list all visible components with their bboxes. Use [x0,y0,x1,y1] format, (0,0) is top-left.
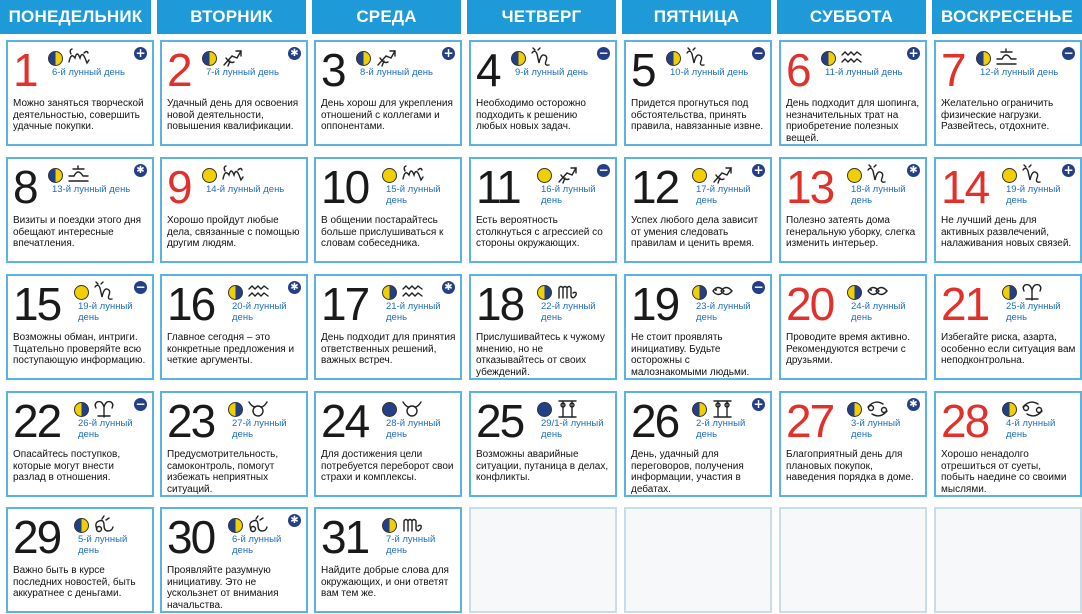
lunar-day-label: 23-й лунный день [696,301,751,323]
moon-phase-icon [228,518,243,533]
plus-mark-icon: + [135,46,146,60]
day-cell [934,274,1082,380]
day-description: Не лучший день для активных развлечений, налаживания новых связей. [941,215,1072,250]
asterisk-mark-icon: ✱ [288,281,301,294]
day-cell [6,40,154,146]
moon-phase-icon [692,168,707,183]
asterisk-mark-icon: ✱ [907,398,920,411]
empty-day-cell [624,507,772,613]
day-description: Хорошо пройдут любые дела, связанные с помощью другим людям. [167,215,300,250]
day-description: Не стоит проявлять инициативу. Будьте осторожны с малознакомыми людьми. [631,332,750,378]
lunar-day-label: 21-й лунный день [386,301,441,323]
moon-phase-icon [1002,168,1017,183]
lunar-day-label: 14-й лунный день [206,184,285,195]
day-cell [6,507,154,613]
day-description: Избегайте риска, азарта, особенно если ситуация вам неподконтрольна. [941,332,1076,367]
day-number: 24 [321,395,369,447]
day-number: 13 [786,161,834,213]
day-cell [934,40,1082,146]
day-number: 29 [13,511,61,563]
moon-phase-icon [666,51,681,66]
day-number: 6 [786,44,810,96]
day-description: Найдите добрые слова для окружающих, и они ответят вам тем же. [321,565,449,600]
plus-mark-icon: + [753,163,764,177]
day-number: 11 [476,161,520,213]
day-number: 30 [167,511,215,563]
day-number: 7 [941,44,965,96]
lunar-day-label: 17-й лунный день [696,184,751,206]
day-description: Проявляйте разумную инициативу. Это не ускользнет от внимания начальства. [167,565,279,611]
day-cell [160,40,308,146]
moon-phase-icon [74,402,89,417]
lunar-day-label: 6-й лунный день [232,534,282,556]
day-number: 9 [167,161,191,213]
day-cell [934,391,1082,497]
minus-mark-icon: − [598,163,609,177]
plus-mark-icon: + [443,46,454,60]
day-cell [469,157,617,263]
day-description: Главное сегодня – это конкретные предложения и четкие аргументы. [167,332,295,367]
moon-phase-icon [74,518,89,533]
lunar-day-label: 19-й лунный день [78,301,133,323]
moon-phase-icon [692,285,707,300]
lunar-day-label: 16-й лунный день [541,184,596,206]
day-cell [6,157,154,263]
day-number: 20 [786,278,834,330]
lunar-day-label: 20-й лунный день [232,301,287,323]
lunar-day-label: 13-й лунный день [52,184,131,195]
day-cell [624,391,772,497]
day-cell [469,274,617,380]
day-description: Важно быть в курсе последних новостей, быть аккуратнее с деньгами. [13,565,136,600]
minus-mark-icon: − [753,46,764,60]
moon-phase-icon [382,518,397,533]
minus-mark-icon: − [135,397,146,411]
day-cell [934,157,1082,263]
day-number: 15 [13,278,61,330]
day-description: Есть вероятность столкнуться с агрессией со стороны окружающих. [476,215,603,250]
day-number: 21 [941,278,989,330]
day-description: День подходит для шопинга, незначительных трат на приобретение полезных вещей. [786,98,920,144]
moon-phase-icon [847,285,862,300]
day-number: 26 [631,395,679,447]
day-description: Успех любого дела зависит от умения следовать правилам и ценить время. [631,215,759,250]
lunar-day-label: 26-й лунный день [78,418,133,440]
lunar-day-label: 10-й лунный день [670,67,749,78]
lunar-day-label: 25-й лунный день [1006,301,1061,323]
moon-phase-icon [228,402,243,417]
moon-phase-icon [537,168,552,183]
weekday-header: ПОНЕДЕЛЬНИК [0,0,151,34]
lunar-day-label: 9-й лунный день [515,67,588,78]
day-cell [160,391,308,497]
day-cell [779,391,927,497]
moon-phase-icon [382,168,397,183]
weekday-header: ПЯТНИЦА [622,0,771,34]
moon-phase-icon [511,51,526,66]
day-number: 14 [941,161,989,213]
day-cell [314,507,462,613]
day-cell [469,40,617,146]
day-number: 17 [321,278,369,330]
lunar-day-label: 5-й лунный день [78,534,128,556]
day-description: Для достижения цели потребуется переборот свои страхи и комплексы. [321,449,454,484]
day-description: Полезно затеять дома генеральную уборку, слегка изменить интерьер. [786,215,916,250]
day-cell [160,274,308,380]
day-cell [779,274,927,380]
day-description: Можно заняться творческой деятельностью, совершить удачные покупки. [13,98,144,133]
lunar-day-label: 29/1-й лунный день [541,418,604,440]
lunar-day-label: 7-й лунный день [206,67,279,78]
asterisk-mark-icon: ✱ [288,514,301,527]
day-number: 8 [13,161,37,213]
asterisk-mark-icon: ✱ [442,281,455,294]
moon-phase-icon [847,402,862,417]
day-description: Хорошо ненадолго отрешиться от суеты, побыть наедине со своими мыслями. [941,449,1067,495]
day-number: 18 [476,278,524,330]
day-description: Предусмотрительность, самоконтроль, помогут избежать неприятных ситуаций. [167,449,279,495]
day-cell [160,157,308,263]
lunar-day-label: 4-й лунный день [1006,418,1056,440]
empty-day-cell [934,507,1082,613]
lunar-day-label: 18-й лунный день [851,184,906,206]
weekday-header: СРЕДА [312,0,461,34]
minus-mark-icon: − [135,280,146,294]
lunar-day-label: 11-й лунный день [825,67,903,78]
day-description: Проводите время активно. Рекомендуются встречи с друзьями. [786,332,910,367]
moon-phase-icon [48,51,63,66]
day-number: 16 [167,278,215,330]
day-description: Желательно ограничить физические нагрузки. Развейтесь, отдохните. [941,98,1054,133]
day-description: Необходимо осторожно подходить к решению любых новых задач. [476,98,586,133]
day-number: 12 [631,161,679,213]
day-number: 27 [786,395,834,447]
day-number: 1 [13,44,37,96]
day-cell [6,274,154,380]
weekday-header: СУББОТА [777,0,926,34]
day-cell [624,40,772,146]
day-cell [469,391,617,497]
day-description: День, удачный для переговоров, получения информации, участия в дебатах. [631,449,744,495]
moon-phase-icon [202,51,217,66]
lunar-day-label: 6-й лунный день [52,67,125,78]
day-description: День хорош для укрепления отношений с коллегами и оппонентами. [321,98,453,133]
day-number: 31 [321,511,369,563]
lunar-day-label: 27-й лунный день [232,418,287,440]
day-number: 19 [631,278,679,330]
lunar-day-label: 22-й лунный день [541,301,596,323]
lunar-day-label: 8-й лунный день [360,67,433,78]
moon-phase-icon [1002,285,1017,300]
minus-mark-icon: − [753,280,764,294]
empty-day-cell [469,507,617,613]
moon-phase-icon [74,285,89,300]
day-description: Придется прогнуться под обстоятельства, принять правила, навязанные извне. [631,98,764,133]
moon-phase-icon [356,51,371,66]
day-cell [160,507,308,613]
moon-phase-icon [692,402,707,417]
day-description: Опасайтесь поступков, которые могут внести разлад в отношения. [13,449,121,484]
day-cell [779,40,927,146]
moon-phase-icon [847,168,862,183]
day-number: 25 [476,395,524,447]
plus-mark-icon: + [753,397,764,411]
day-description: Визиты и поездки этого дня обещают интересные впечатления. [13,215,142,250]
moon-phase-icon [382,402,397,417]
asterisk-mark-icon: ✱ [134,164,147,177]
day-cell [314,40,462,146]
empty-day-cell [779,507,927,613]
day-description: Прислушивайтесь к чужому мнению, но не отказывайтесь от своих убеждений. [476,332,605,378]
plus-mark-icon: + [908,46,919,60]
lunar-day-label: 12-й лунный день [980,67,1059,78]
lunar-day-label: 3-й лунный день [851,418,901,440]
weekday-header: ВОСКРЕСЕНЬЕ [932,0,1082,34]
day-description: Удачный день для освоения новой деятельности, повышения квалификации. [167,98,299,133]
minus-mark-icon: − [1063,46,1074,60]
day-cell [779,157,927,263]
moon-phase-icon [202,168,217,183]
plus-mark-icon: + [1063,163,1074,177]
moon-phase-icon [228,285,243,300]
moon-phase-icon [537,285,552,300]
moon-phase-icon [48,168,63,183]
day-number: 3 [321,44,345,96]
weekday-header: ЧЕТВЕРГ [467,0,616,34]
day-cell [314,391,462,497]
moon-phase-icon [382,285,397,300]
day-cell [6,391,154,497]
day-description: В общении постарайтесь больше прислушиваться к словам собеседника. [321,215,444,250]
lunar-day-label: 28-й лунный день [386,418,441,440]
day-cell [314,274,462,380]
day-number: 10 [321,161,369,213]
lunar-day-label: 7-й лунный день [386,534,436,556]
day-cell [314,157,462,263]
day-number: 23 [167,395,215,447]
minus-mark-icon: − [598,46,609,60]
lunar-day-label: 24-й лунный день [851,301,906,323]
day-number: 5 [631,44,655,96]
weekday-header: ВТОРНИК [157,0,306,34]
weekday-header-row [0,0,1082,34]
moon-phase-icon [1002,402,1017,417]
day-description: Благоприятный день для плановых покупок, наведения порядка в доме. [786,449,914,484]
day-number: 22 [13,395,61,447]
moon-phase-icon [976,51,991,66]
lunar-day-label: 19-й лунный день [1006,184,1061,206]
day-number: 28 [941,395,989,447]
day-number: 4 [476,44,500,96]
lunar-day-label: 2-й лунный день [696,418,746,440]
day-description: Возможны аварийные ситуации, путаница в делах, конфликты. [476,449,609,484]
day-cell [624,157,772,263]
day-number: 2 [167,44,191,96]
day-description: Возможны обман, интриги. Тщательно проверяйте всю поступающую информацию. [13,332,146,367]
lunar-day-label: 15-й лунный день [386,184,441,206]
day-cell [624,274,772,380]
asterisk-mark-icon: ✱ [907,164,920,177]
moon-phase-icon [821,51,836,66]
day-description: День подходит для принятия ответственных решений, важных встреч. [321,332,456,367]
asterisk-mark-icon: ✱ [288,47,301,60]
moon-phase-icon [537,402,552,417]
